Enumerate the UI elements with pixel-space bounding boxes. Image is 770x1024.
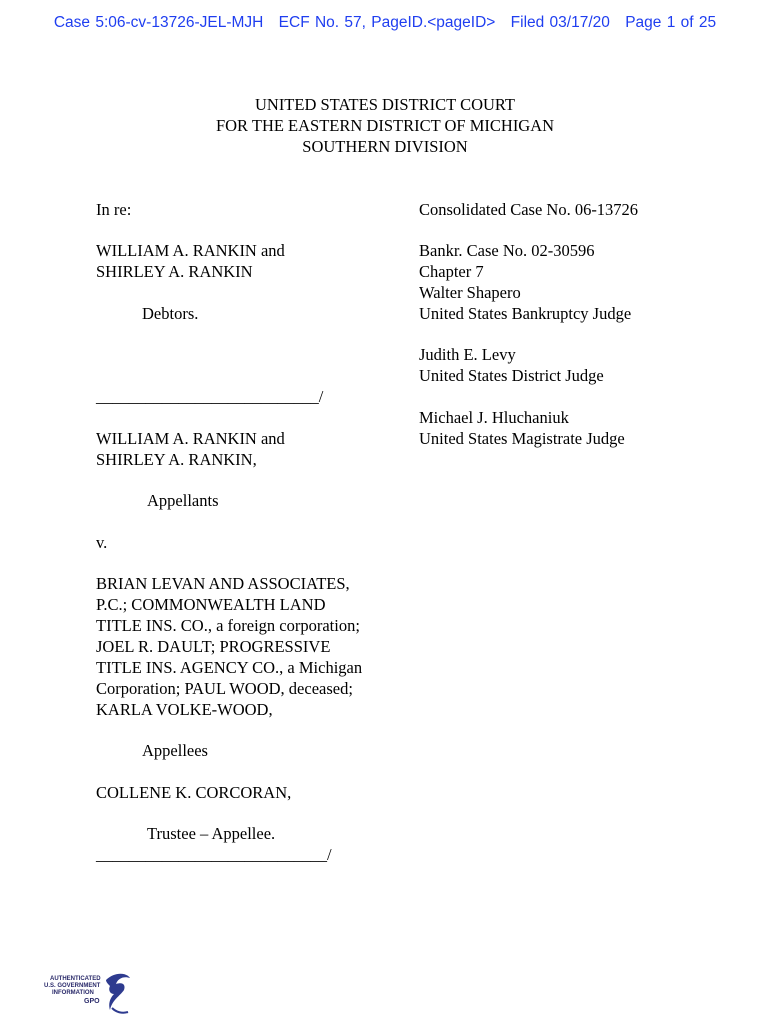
trustee-name: COLLENE K. CORCORAN,: [96, 783, 292, 802]
gpo-logo-text: INFORMATION: [52, 990, 94, 996]
ecf-filing-header: [0, 14, 770, 32]
gpo-logo-text: AUTHENTICATED: [50, 976, 101, 982]
appellee-line: TITLE INS. AGENCY CO., a Michigan: [96, 658, 363, 677]
in-re-label: In re:: [96, 200, 132, 219]
appellee-line: JOEL R. DAULT; PROGRESSIVE: [96, 637, 331, 656]
appellees-label: Appellees: [142, 741, 208, 760]
bankruptcy-case-number: Bankr. Case No. 02-30596: [419, 241, 595, 260]
court-district: FOR THE EASTERN DISTRICT OF MICHIGAN: [215, 116, 555, 135]
court-division: SOUTHERN DIVISION: [302, 137, 468, 156]
magistrate-judge-title: United States Magistrate Judge: [419, 429, 625, 448]
eagle-icon: [102, 970, 132, 1018]
bankruptcy-judge-title: United States Bankruptcy Judge: [419, 304, 632, 323]
consolidated-case-number: Consolidated Case No. 06-13726: [419, 200, 639, 219]
appellee-line: TITLE INS. CO., a foreign corporation;: [96, 616, 360, 635]
gpo-logo-text: GPO: [84, 998, 100, 1005]
caption-rule-1: ___________________________/: [96, 387, 324, 406]
ecf-number: ECF No. 57, PageID.<pageID>: [278, 14, 496, 31]
gpo-authentication-logo: [44, 970, 134, 1020]
court-caption: [0, 94, 770, 157]
gpo-logo-text: U.S. GOVERNMENT: [44, 983, 101, 989]
district-judge-title: United States District Judge: [419, 366, 604, 385]
caption-rule-2: ____________________________/: [96, 845, 332, 864]
debtors-label: Debtors.: [142, 304, 199, 323]
court-name: UNITED STATES DISTRICT COURT: [254, 95, 515, 114]
magistrate-judge-name: Michael J. Hluchaniuk: [419, 408, 569, 427]
appellee-line: P.C.; COMMONWEALTH LAND: [96, 595, 326, 614]
appellant-line-1: WILLIAM A. RANKIN and: [96, 429, 285, 448]
appellee-line: KARLA VOLKE-WOOD,: [96, 700, 273, 719]
page-count: Page 1 of 25: [625, 14, 717, 31]
trustee-label: Trustee – Appellee.: [147, 824, 276, 843]
district-judge-name: Judith E. Levy: [419, 345, 516, 364]
appellants-label: Appellants: [147, 491, 219, 510]
case-number: Case 5:06-cv-13726-JEL-MJH: [53, 14, 264, 31]
appellant-line-2: SHIRLEY A. RANKIN,: [96, 450, 257, 469]
versus-label: v.: [96, 533, 108, 552]
debtor-line-1: WILLIAM A. RANKIN and: [96, 241, 285, 260]
appellee-line: BRIAN LEVAN AND ASSOCIATES,: [96, 574, 350, 593]
bankruptcy-judge-name: Walter Shapero: [419, 283, 521, 302]
chapter-label: Chapter 7: [419, 262, 484, 281]
filed-date: Filed 03/17/20: [510, 14, 610, 31]
appellee-line: Corporation; PAUL WOOD, deceased;: [96, 679, 353, 698]
debtor-line-2: SHIRLEY A. RANKIN: [96, 262, 253, 281]
